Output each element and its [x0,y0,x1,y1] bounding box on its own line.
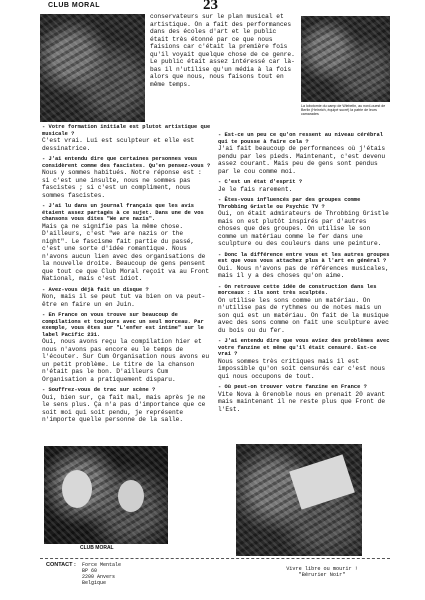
question: - Votre formation initiale est plutot artistique que musicale ? [42,124,211,137]
answer: Nous y sommes habitués. Notre réponse est : si c'est une insulte, nous ne sommes pas fascistes ; si c'est un compliment, nous sommes fascistes. [42,169,206,199]
question: - Souffrez-vous de trac sur scène ? [42,387,156,393]
contact-address: Force Mentale BP 60 2200 Anvers Belgique [82,562,122,586]
question: - J'ai entendu dire que vous aviez des problèmes avec votre fanzine et même qu'il était censuré. Est-ce vrai ? [218,338,390,357]
question: - J'ai entendu dire que certaines personnes vous considèrent comme des fascistes. Qu'en pensez-vous ? [42,156,211,169]
question: - J'ai lu dans un journal français que les avis étaient assez partagés à ce sujet. Dans une de vos chansons vous dites "We are nazis". [42,203,204,222]
question: - En France on vous trouve sur beaucoup de compilations et toujours avec un seul morceau. Par exemple, vous êtes sur "L'enfer est intime" sur le label Pacific 231. [42,312,204,338]
question: - Est-ce un peu ce qu'on ressent au niveau cérébral qui te pousse à faire cela ? [218,132,383,145]
header-title: CLUB MORAL [48,2,101,9]
answer: Oui, nous avons reçu la compilation hier et nous n'avons pas encore eu le temps de l'écouter. Sur Cum Organisation nous avons eu un petit problème. Le titre de la chanson n'était pas le bon. D'ailleurs Cum Organisation a pratiquement disparu. [42,338,213,383]
answer: Non, mais il se peut tut va bien on va peut-être en faire un en Juin. [42,293,206,308]
answer: Mais ça ne signifie pas la même chose. D'ailleurs, c'est "we are nazis or the night". Le fascisme fait partie du passé, c'est une sorte d'idée romantique. Nous n'avons aucun lien avec des organisations de la nouvelle droite. Beaucoup de gens pensent que tout ce que Club Moral reçoit va au Front National, mais c'est idiot. [42,222,213,282]
page-number: 23 [203,0,218,13]
photo-top-right [301,16,390,102]
face-left [62,470,92,508]
question: - On retrouve cette idée de construction dans les morceaux : ils sont très sculptés. [218,283,377,296]
contact-label: CONTACT : [46,562,76,568]
footer-divider [40,558,390,559]
question: - Êtes-vous influencés par des groupes comme Throbbing Gristle ou Psychic TV ? [218,197,361,210]
collage-image-top-left [40,14,145,122]
answer: Je le fais rarement. [218,185,293,193]
answer: On utilise les sons comme un matériau. On n'utilise pas de rythmes ou de notes mais un son qui est un matériau. On fait de la musique avec des sons comme on fait une sculpture avec du bois ou du fer. [218,296,393,334]
answer: Oui, on était admirateurs de Throbbing Gristle mais on est plutôt inspirés par d'autres choses que des groupes. On utilise le son comme un matériau comme le fer dans une sculpture ou des couleurs dans une peinture. [218,210,393,247]
question: - Donc la différence entre vous et les autres groupes est que vous vous attachez plus à l'art en général ? [218,251,390,264]
band-photo [44,446,168,544]
band-caption: CLUB MORAL [80,545,114,551]
question: - Où peut-on trouver votre fanzine en France ? [218,384,367,390]
photo-caption: La lobotomie du camp de Wiebelin, au nord-ouest de Berlin (Heinrich, équipé sucré) la patrie de leurs camarades [301,104,386,116]
question: - Avez-vous déjà fait un disque ? [42,286,149,293]
question: - C'est un état d'esprit ? [218,179,303,185]
answer: J'ai fait beaucoup de performances où j'étais pendu par les pieds. Maintenant, c'est devenu assez courant. Mais peu de gens sont pendus par le cou comme moi. [218,145,389,175]
poster-photo [236,444,362,556]
answer: C'est vrai. Lui est sculpteur et elle est dessinatrice. [42,137,198,152]
face-right [118,480,144,512]
right-column [218,132,393,444]
answer: Oui. Nous n'avons pas de références musicales, mais il y a des choses qu'on aime. [218,264,393,279]
left-column [42,124,212,434]
footer-quote: Vivre libre ou mourir ! "Bérurier Noir" [286,566,358,578]
answer: Oui, bien sur, ça fait mal, mais après je ne le sens plus. Ça n'a pas d'importance que ce soit moi qui soit pendu, je représente n'importe quelle personne de la salle. [42,393,210,423]
answer: Vite Nova à Grenoble nous en prenait 20 avant mais maintenant il ne reste plus que Front de l'Est. [218,390,389,413]
answer: Nous sommes très critiques mais il est impossible qu'on soit censurés car c'est nous qui nous occupons de tout. [218,357,389,380]
intro-paragraph: conservateurs sur le plan musical et artistique. On a fait des performances dans des écoles d'art et le public était très étonné par ce que nous faisions car c'était la première fois qu'il voyait quelque chose de ce genre. Le public était assez intéressé car là-bas il n'utilise qu'un média à la fois alors que nous, nous faisons tout en même temps. [150,13,299,88]
